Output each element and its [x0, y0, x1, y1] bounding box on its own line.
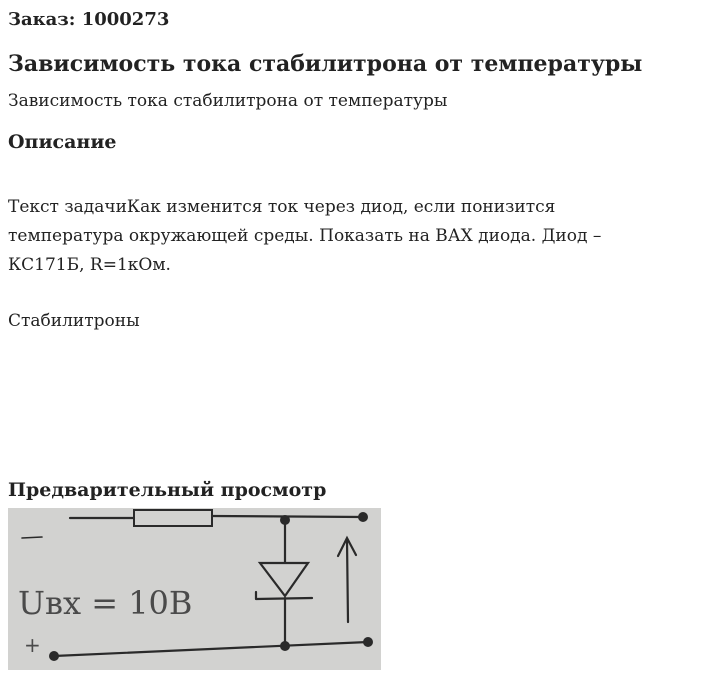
output-arrow: [338, 538, 356, 622]
node-top-branch: [280, 515, 290, 525]
input-voltage-label: Uвх = 10В: [18, 584, 193, 622]
task-text: Текст задачиКак изменится ток через диод, если понизится температура окружающей среды. Показать на ВАХ диода. Диод – КС171Б, R=1кОм.: [8, 197, 602, 275]
circuit-diagram: [8, 508, 381, 670]
node-bottom-left: [49, 651, 59, 661]
resistor-symbol: [134, 510, 212, 526]
node-bottom-branch: [280, 641, 290, 651]
node-bottom-right: [363, 637, 373, 647]
description-heading: Описание: [8, 131, 117, 153]
minus-terminal: [22, 537, 42, 538]
node-top-right: [358, 512, 368, 522]
preview-heading: Предварительный просмотр: [8, 479, 327, 501]
bottom-wire: [54, 642, 368, 656]
top-wire: [70, 516, 363, 518]
plus-terminal: +: [24, 633, 41, 657]
zener-diode-symbol: [260, 563, 308, 596]
order-number: Заказ: 1000273: [8, 9, 170, 30]
category-label: Стабилитроны: [8, 311, 140, 331]
page-subtitle: Зависимость тока стабилитрона от температуры: [8, 91, 448, 111]
preview-image: [8, 508, 381, 670]
page-title: Зависимость тока стабилитрона от температуры: [8, 51, 643, 77]
